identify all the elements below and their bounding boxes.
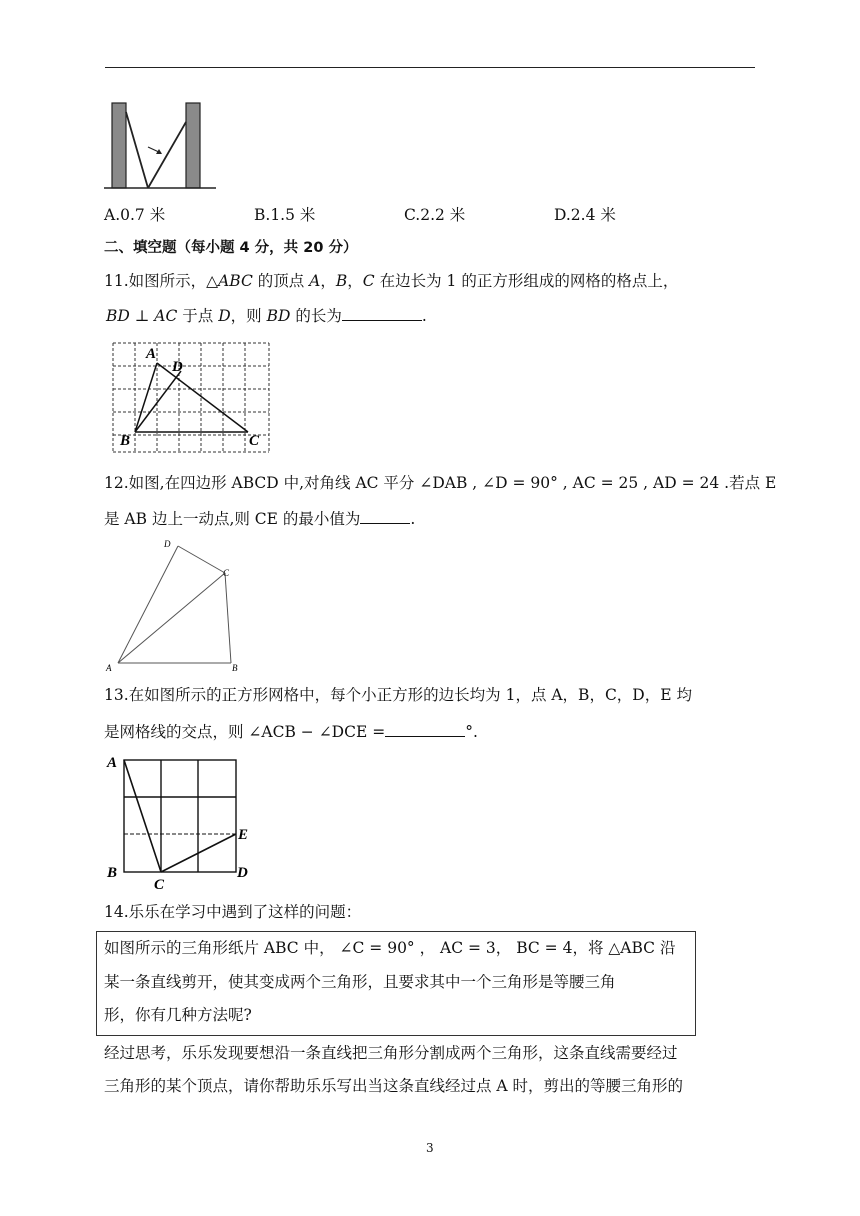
- page-number: 3: [426, 1141, 434, 1155]
- q12-answer-blank[interactable]: [360, 507, 410, 524]
- q13-line2: 是网格线的交点，则 ∠ACB − ∠DCE = °.: [104, 720, 478, 742]
- q14-box-line3: 形，你有几种方法呢?: [104, 1006, 252, 1024]
- q13-label-d: D: [237, 865, 248, 881]
- q10-option-c: C.2.2 米: [404, 206, 466, 224]
- q14-box-line2: 某一条直线剪开，使其变成两个三角形，且要求其中一个三角形是等腰三角: [104, 973, 616, 991]
- q11-line1: 11.如图所示，△ABC 的顶点 A，B，C 在边长为 1 的正方形组成的网格的格点上，: [104, 272, 679, 290]
- q11-figure: [108, 338, 276, 456]
- q11-label-c: C: [249, 433, 260, 449]
- q12-quadrilateral: [118, 546, 231, 663]
- q13-label-e: E: [238, 827, 249, 843]
- ladder-right: [148, 122, 186, 188]
- q13-label-c: C: [154, 877, 165, 892]
- q12-label-c: C: [223, 568, 230, 578]
- q13-figure: [104, 750, 264, 892]
- ladder-left: [126, 112, 148, 188]
- q13-segments: [124, 760, 236, 872]
- q13-label-b: B: [107, 865, 118, 881]
- q14-after-line2: 三角形的某个顶点，请你帮助乐乐写出当这条直线经过点 A 时，剪出的等腰三角形的: [104, 1077, 684, 1095]
- q11-label-b: B: [120, 433, 131, 449]
- q12-label-a: A: [106, 663, 112, 673]
- q10-option-b: B.1.5 米: [254, 206, 316, 224]
- right-wall: [186, 103, 200, 188]
- q11-label-d: D: [172, 359, 183, 375]
- q12-label-b: B: [232, 663, 238, 673]
- header-rule: [105, 67, 755, 68]
- q11-label-a: A: [146, 346, 157, 362]
- q12-line2: 是 AB 边上一动点,则 CE 的最小值为 .: [104, 507, 415, 529]
- left-wall: [112, 103, 126, 188]
- q12-label-d: D: [164, 539, 171, 549]
- section-title: 二、填空题（每小题 4 分，共 20 分）: [104, 240, 358, 256]
- q12-figure: [100, 535, 250, 675]
- q13-label-a: A: [107, 755, 118, 771]
- q11-line2: BD ⊥ AC 于点 D，则 BD 的长为 .: [106, 304, 427, 326]
- q14-box-line1: 如图所示的三角形纸片 ABC 中， ∠C = 90° ， AC = 3， BC = 4，将 △ABC 沿: [104, 939, 676, 957]
- q12-line1: 12.如图,在四边形 ABCD 中,对角线 AC 平分 ∠DAB , ∠D = 90° , AC = 25 , AD = 24 .若点 E: [104, 474, 777, 492]
- q13-answer-blank[interactable]: [385, 720, 465, 737]
- q11-answer-blank[interactable]: [342, 304, 422, 321]
- q10-option-a: A.0.7 米: [104, 206, 166, 224]
- q11-triangle: [135, 363, 248, 432]
- q14-line1: 14.乐乐在学习中遇到了这样的问题：: [104, 903, 362, 921]
- q13-grid: [124, 760, 236, 872]
- q14-after-line1: 经过思考，乐乐发现要想沿一条直线把三角形分割成两个三角形，这条直线需要经过: [104, 1044, 678, 1062]
- q10-figure: [104, 100, 216, 190]
- q10-option-d: D.2.4 米: [554, 206, 616, 224]
- q11-grid: [113, 343, 269, 452]
- q13-line1: 13.在如图所示的正方形网格中，每个小正方形的边长均为 1，点 A，B，C，D，E 均: [104, 686, 692, 704]
